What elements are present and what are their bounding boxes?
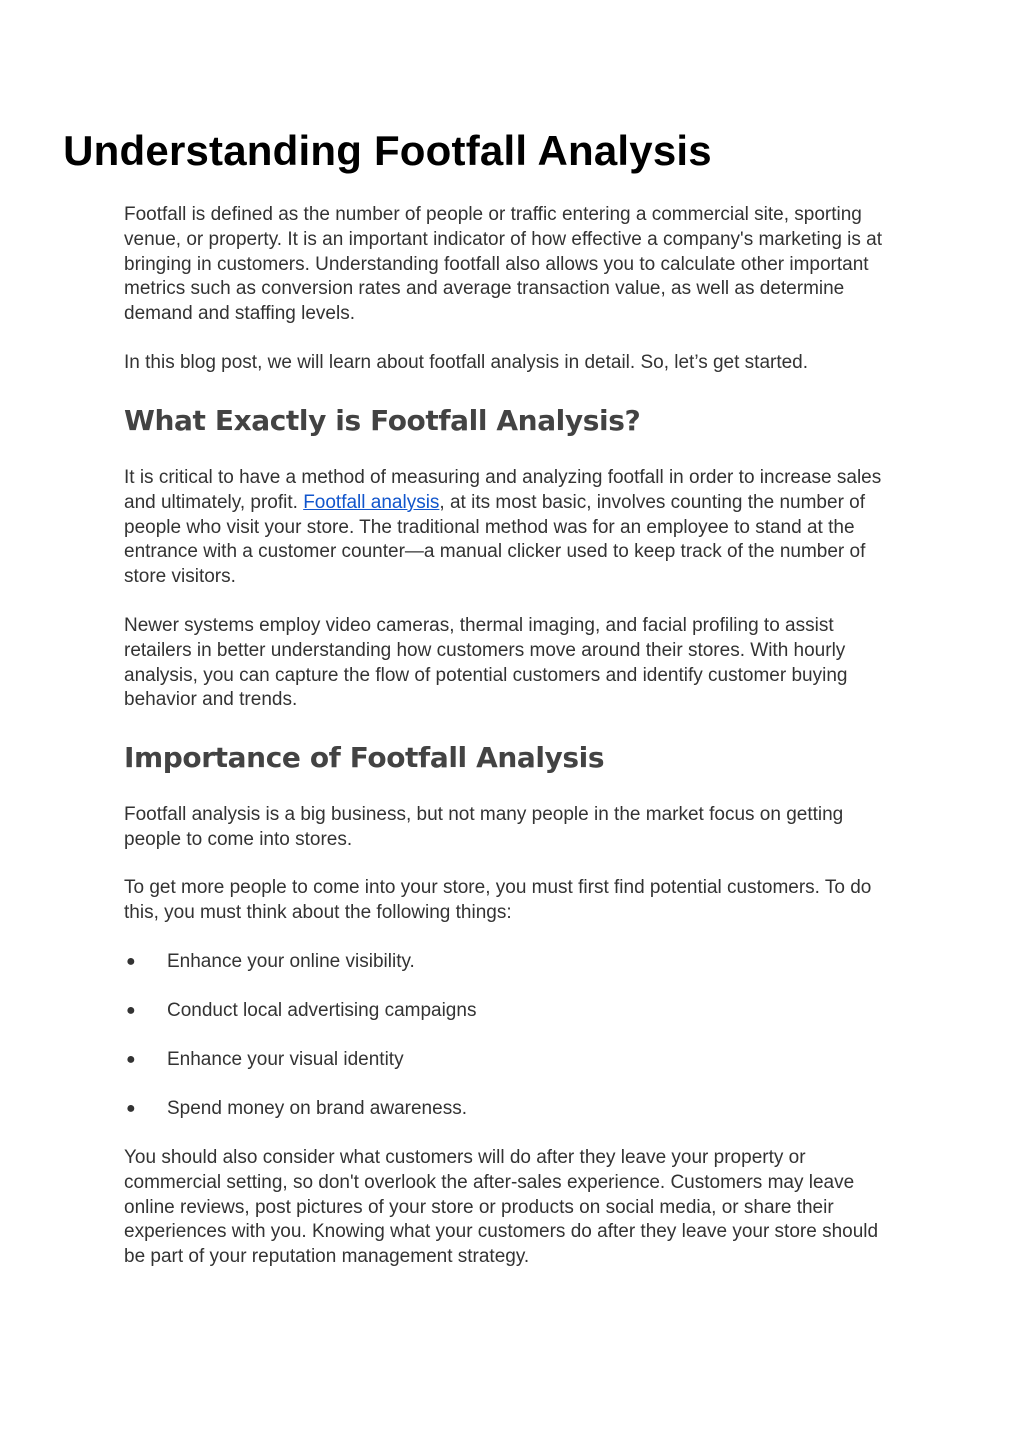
footfall-analysis-link[interactable]: Footfall analysis [303,491,440,513]
bullet-icon: ● [126,953,136,970]
section-heading-what-is-footfall-analysis: What Exactly is Footfall Analysis? [124,404,641,437]
bullet-icon: ● [126,1100,136,1117]
bullet-icon: ● [126,1002,136,1019]
section1-paragraph-1-text-before: It is critical to have a method of measuring and analyzing footfall in order to increase sales and ultimately, profit. [124,467,882,513]
list-item-text: Spend money on brand awareness. [167,1098,467,1119]
section-heading-importance: Importance of Footfall Analysis [124,741,605,774]
page-title: Understanding Footfall Analysis [63,127,712,174]
list-item-text: Enhance your visual identity [167,1049,404,1070]
list-item-text: Conduct local advertising campaigns [167,1000,477,1021]
list-item-text: Enhance your online visibility. [167,951,415,972]
intro-paragraph-2: In this blog post, we will learn about footfall analysis in detail. So, let’s get started. [124,352,809,373]
section1-paragraph-1 [124,466,904,590]
section2-paragraph-3: You should also consider what customers will do after they leave your property or commercial setting, so don't overlook the after-sales experience. Customers may leave online reviews, post pictures of your store or products on social media, or share their experiences with you. Knowing what your customers do after they leave your store should be part of your reputation management strategy. [124,1147,879,1268]
section2-paragraph-1: Footfall analysis is a big business, but not many people in the market focus on getting people to come into stores. [124,804,844,850]
section2-paragraph-2: To get more people to come into your store, you must first find potential customers. To do this, you must think about the following things: [124,877,872,923]
section1-paragraph-2: Newer systems employ video cameras, thermal imaging, and facial profiling to assist retailers in better understanding how customers move around their stores. With hourly analysis, you can capture the flow of potential customers and identify customer buying behavior and trends. [124,615,848,711]
bullet-icon: ● [126,1051,136,1068]
intro-paragraph-1: Footfall is defined as the number of people or traffic entering a commercial site, sporting venue, or property. It is an important indicator of how effective a company's marketing is at bringing in customers. Understanding footfall also allows you to calculate other important metrics such as conversion rates and average transaction value, as well as determine demand and staffing levels. [124,204,883,325]
section1-paragraph-1-text-after: , at its most basic, involves counting the number of people who visit your store. The traditional method was for an employee to stand at the entrance with a customer counter—a manual clicker used to keep track of the number of store visitors. [124,491,866,588]
